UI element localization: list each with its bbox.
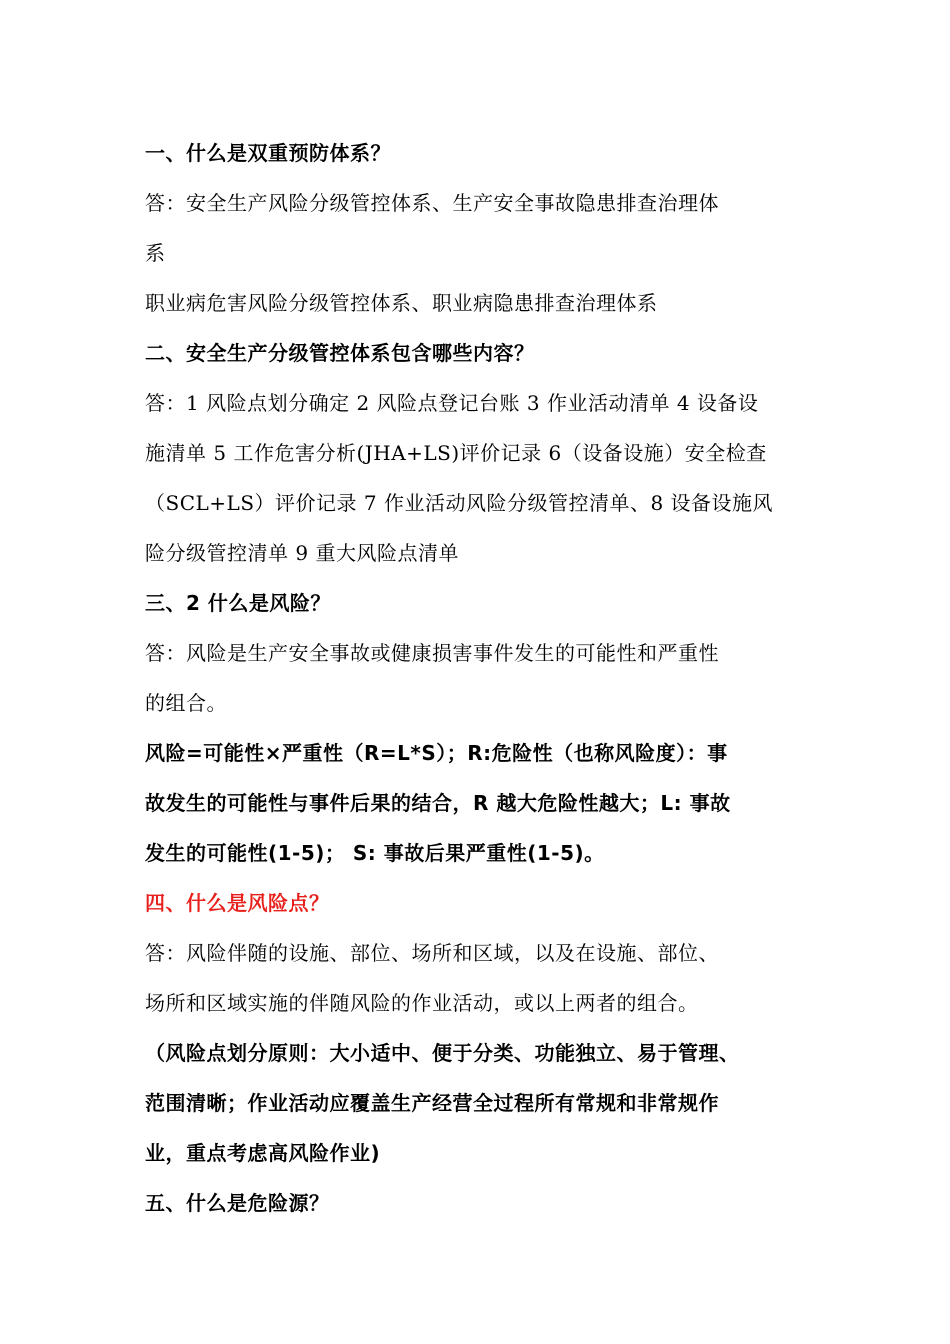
question-3-heading: 三、2 什么是风险？ (145, 591, 331, 615)
question-5-heading: 五、什么是危险源？ (145, 1191, 330, 1215)
answer-2-line-4: 险分级管控清单 9 重大风险点清单 (145, 541, 459, 565)
risk-point-principle-line-2: 范围清晰；作业活动应覆盖生产经营全过程所有常规和非常规作 (145, 1091, 719, 1115)
risk-formula-line-1: 风险=可能性×严重性（R=L*S）；R:危险性（也称风险度）：事 (145, 741, 728, 765)
risk-formula-line-3: 发生的可能性(1-5)； S: 事故后果严重性(1-5)。 (145, 841, 605, 865)
question-1-heading: 一、什么是双重预防体系？ (145, 141, 391, 165)
risk-point-principle-line-3: 业，重点考虑高风险作业) (145, 1141, 381, 1165)
document-body (145, 128, 815, 1228)
answer-3-line-2: 的组合。 (145, 691, 227, 715)
question-4-heading: 四、什么是风险点？ (145, 891, 330, 915)
answer-1-line-1: 答：安全生产风险分级管控体系、生产安全事故隐患排查治理体 (145, 191, 719, 215)
answer-2-line-1: 答：1 风险点划分确定 2 风险点登记台账 3 作业活动清单 4 设备设 (145, 391, 759, 415)
risk-point-principle-line-1: （风险点划分原则：大小适中、便于分类、功能独立、易于管理、 (145, 1041, 740, 1065)
answer-2-line-2: 施清单 5 工作危害分析(JHA+LS)评价记录 6（设备设施）安全检查 (145, 441, 767, 465)
answer-2-line-3: （SCL+LS）评价记录 7 作业活动风险分级管控清单、8 设备设施风 (145, 491, 774, 515)
answer-3-line-1: 答：风险是生产安全事故或健康损害事件发生的可能性和严重性 (145, 641, 719, 665)
risk-formula-line-2: 故发生的可能性与事件后果的结合，R 越大危险性越大；L: 事故 (145, 791, 731, 815)
question-2-heading: 二、安全生产分级管控体系包含哪些内容？ (145, 341, 535, 365)
answer-4-line-2: 场所和区域实施的伴随风险的作业活动，或以上两者的组合。 (145, 991, 699, 1015)
answer-1-line-3: 职业病危害风险分级管控体系、职业病隐患排查治理体系 (145, 291, 658, 315)
answer-4-line-1: 答：风险伴随的设施、部位、场所和区域，以及在设施、部位、 (145, 941, 719, 965)
answer-1-line-2: 系 (145, 241, 166, 265)
